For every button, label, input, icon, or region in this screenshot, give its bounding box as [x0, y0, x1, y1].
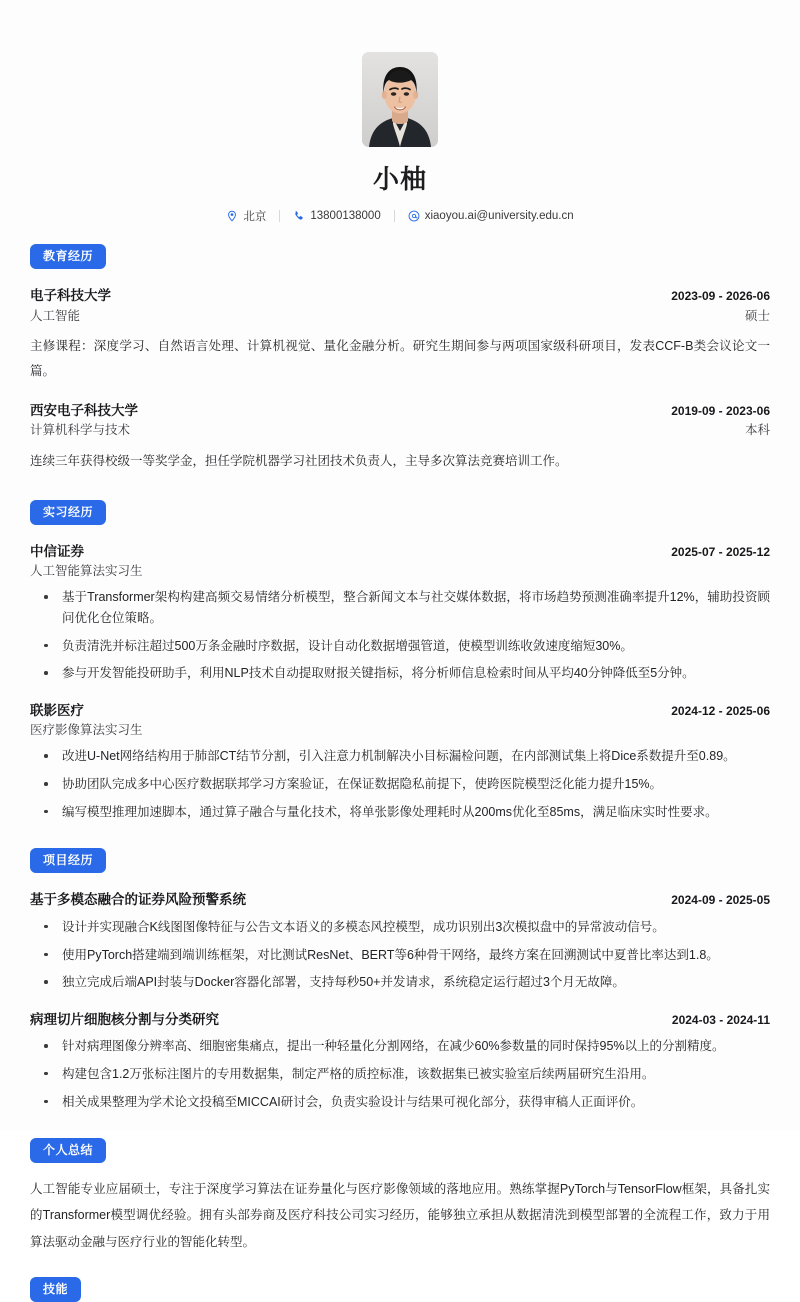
project-detail-list	[30, 917, 770, 993]
entry-subheader	[30, 562, 770, 580]
contact-email-text: xiaoyou.ai@university.edu.cn	[424, 210, 574, 223]
section-badge-projects: 项目经历	[30, 848, 106, 873]
contact-phone	[280, 210, 393, 222]
email-at-icon	[408, 210, 420, 222]
list-item: 改进U-Net网络结构用于肺部CT结节分割，引入注意力机制解决小目标漏检问题，在内部测试集上将Dice系数提升至0.89。	[30, 746, 770, 767]
project-name: 基于多模态融合的证券风险预警系统	[30, 892, 246, 908]
phone-icon	[293, 210, 305, 222]
degree: 本科	[744, 423, 770, 438]
list-item: 使用PyTorch搭建端到端训练框架，对比测试ResNet、BERT等6种骨干网络，最终方案在回溯测试中夏普比率达到1.8。	[30, 945, 770, 966]
entry-header	[30, 401, 770, 421]
date-range: 2024-03 - 2024-11	[671, 1012, 770, 1027]
education-description: 主修课程：深度学习、自然语言处理、计算机视觉、量化金融分析。研究生期间参与两项国家级科研项目，发表CCF-B类会议论文一篇。	[30, 338, 770, 378]
section-summary	[30, 1138, 770, 1255]
list-item: 负责清洗并标注超过500万条金融时序数据，设计自动化数据增强管道，使模型训练收敛速度缩短30%。	[30, 636, 770, 657]
entry-subheader	[30, 721, 770, 739]
school-name: 西安电子科技大学	[30, 402, 138, 418]
degree: 硕士	[744, 308, 770, 323]
date-range: 2019-09 - 2023-06	[671, 403, 770, 418]
school-name: 电子科技大学	[30, 288, 111, 304]
section-skills	[30, 1277, 770, 1302]
company-name: 中信证券	[30, 543, 84, 559]
major: 人工智能	[30, 308, 81, 323]
contact-row	[30, 208, 770, 224]
summary-text: 人工智能专业应届硕士，专注于深度学习算法在证券量化与医疗影像领域的落地应用。熟练掌握PyTorch与TensorFlow框架，具备扎实的Transformer模型调优经验。拥有头部券商及医疗科技公司实习经历，能够独立承担从数据清洗到模型部署的全流程工作，致力于用算法驱动金融与医疗行业的智能化转型。	[30, 1182, 770, 1249]
date-range: 2023-09 - 2026-06	[671, 289, 770, 304]
entry-subheader	[30, 421, 770, 439]
internship-entry	[30, 701, 770, 823]
list-item: 基于Transformer架构构建高频交易情绪分析模型，整合新闻文本与社交媒体数据，将市场趋势预测准确率提升12%，辅助投资顾问优化仓位策略。	[30, 587, 770, 628]
avatar	[362, 52, 438, 147]
section-internship	[30, 500, 770, 823]
entry-subheader	[30, 307, 770, 325]
section-badge-summary: 个人总结	[30, 1138, 106, 1163]
project-entry	[30, 890, 770, 992]
location-pin-icon	[226, 210, 238, 222]
education-entry	[30, 286, 770, 384]
internship-entry	[30, 542, 770, 684]
list-item: 相关成果整理为学术论文投稿至MICCAI研讨会，负责实验设计与结果可视化部分，获得审稿人正面评价。	[30, 1092, 770, 1113]
major: 计算机科学与技术	[30, 423, 131, 438]
entry-header	[30, 890, 770, 910]
responsibility-list	[30, 587, 770, 684]
page-title: 小柚	[372, 164, 427, 194]
entry-header	[30, 542, 770, 562]
responsibility-list	[30, 746, 770, 822]
project-detail-list	[30, 1036, 770, 1112]
company-name: 联影医疗	[30, 702, 84, 718]
project-name: 病理切片细胞核分割与分类研究	[30, 1011, 219, 1027]
entry-header	[30, 286, 770, 306]
job-title: 医疗影像算法实习生	[30, 723, 143, 738]
section-badge-skills: 技能	[30, 1277, 81, 1302]
contact-email	[395, 210, 587, 222]
section-education	[30, 244, 770, 473]
portrait-photo	[362, 52, 438, 147]
list-item: 独立完成后端API封装与Docker容器化部署，支持每秒50+并发请求，系统稳定运行超过3个月无故障。	[30, 972, 770, 993]
education-entry	[30, 401, 770, 474]
section-badge-internship: 实习经历	[30, 500, 106, 525]
list-item: 协助团队完成多中心医疗数据联邦学习方案验证，在保证数据隐私前提下，使跨医院模型泛化能力提升15%。	[30, 774, 770, 795]
date-range: 2024-09 - 2025-05	[671, 893, 770, 908]
date-range: 2024-12 - 2025-06	[671, 703, 770, 718]
contact-location	[213, 208, 279, 224]
contact-location-text: 北京	[243, 211, 267, 224]
section-projects	[30, 848, 770, 1112]
list-item: 设计并实现融合K线图图像特征与公告文本语义的多模态风控模型，成功识别出3次模拟盘中的异常波动信号。	[30, 917, 770, 938]
section-badge-education: 教育经历	[30, 244, 106, 269]
entry-header	[30, 701, 770, 721]
list-item: 针对病理图像分辨率高、细胞密集痛点，提出一种轻量化分割网络，在减少60%参数量的同时保持95%以上的分割精度。	[30, 1036, 770, 1057]
job-title: 人工智能算法实习生	[30, 564, 143, 579]
education-description: 连续三年获得校级一等奖学金，担任学院机器学习社团技术负责人，主导多次算法竞赛培训工作。	[30, 453, 568, 468]
list-item: 编写模型推理加速脚本，通过算子融合与量化技术，将单张影像处理耗时从200ms优化至85ms，满足临床实时性要求。	[30, 802, 770, 823]
project-entry	[30, 1010, 770, 1112]
list-item: 参与开发智能投研助手，利用NLP技术自动提取财报关键指标，将分析师信息检索时间从平均40分钟降低至5分钟。	[30, 663, 770, 684]
contact-phone-text: 13800138000	[310, 210, 381, 223]
resume-header	[30, 26, 770, 224]
date-range: 2025-07 - 2025-12	[671, 544, 770, 559]
entry-header	[30, 1010, 770, 1030]
list-item: 构建包含1.2万张标注图片的专用数据集，制定严格的质控标准，该数据集已被实验室后续两届研究生沿用。	[30, 1064, 770, 1085]
